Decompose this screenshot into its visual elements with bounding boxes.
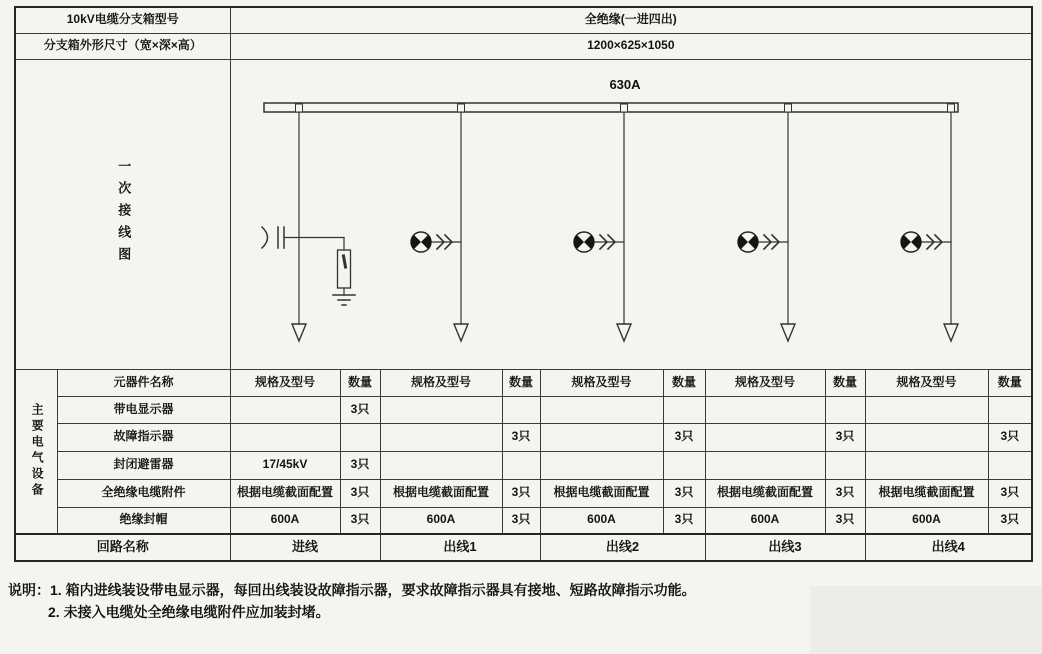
cable-terminal-triangle-icons [292,324,958,341]
col-header-qty-1: 数量 [340,369,380,396]
size-label: 分支箱外形尺寸（宽×深×高） [15,33,230,59]
component-name: 故障指示器 [57,423,230,451]
notes-label: 说明： [8,582,50,598]
component-name: 带电显示器 [57,396,230,423]
equipment-side-label-cell [15,369,57,534]
col-header-spec-5: 规格及型号 [865,369,988,396]
table-row: 绝缘封帽 600A 3只 600A 3只 600A 3只 600A 3只 600A 3只 [15,507,1032,534]
voltage-indicator-capacitor-icon [262,227,344,248]
circuit-outgoing-3: 出线3 [705,534,865,561]
circuit-incoming: 进线 [230,534,380,561]
table-row: 封闭避雷器 17/45kV 3只 [15,451,1032,479]
circuit-outgoing-2: 出线2 [540,534,705,561]
surge-arrester-icon [337,237,350,295]
busbar-bar [264,103,958,112]
model-value: 全绝缘(一进四出) [230,7,1032,33]
col-header-qty-2: 数量 [502,369,540,396]
feeder-lines [299,112,951,324]
col-header-spec-1: 规格及型号 [230,369,340,396]
component-name: 全绝缘电缆附件 [57,479,230,507]
notes-block [8,579,716,623]
col-header-qty-5: 数量 [988,369,1032,396]
component-name: 封闭避雷器 [57,451,230,479]
model-label: 10kV电缆分支箱型号 [15,7,230,33]
busbar-rating-label: 630A [608,76,641,92]
note-item-1: 说明：1. 箱内进线装设带电显示器，每回出线装设故障指示器，要求故障指示器具有接地、短路故障指示功能。 [8,582,696,598]
table-row: 全绝缘电缆附件 根据电缆截面配置 3只 根据电缆截面配置 3只 根据电缆截面配置 3只 根据电缆截面配置 3只 根据电缆截面配置 3只 [15,479,1032,507]
one-line-diagram-cell [230,59,1032,369]
diagram-section-label: 一次接线图 [116,159,132,269]
circuit-row-label: 回路名称 [15,534,230,561]
table-row: 带电显示器 3只 [15,396,1032,423]
busbar-tap-icons [295,104,954,112]
col-header-qty-3: 数量 [663,369,705,396]
col-header-spec-2: 规格及型号 [380,369,502,396]
branch-box-spec-table [14,6,1033,562]
fault-indicator-icon-1 [410,232,460,252]
col-header-spec-4: 规格及型号 [705,369,825,396]
circuit-outgoing-1: 出线1 [380,534,540,561]
component-name: 绝缘封帽 [57,507,230,534]
diagram-section-label-cell [15,59,230,369]
fault-indicator-icon-4 [900,232,950,252]
table-row: 故障指示器 3只 3只 3只 3只 [15,423,1032,451]
equipment-side-label: 主要电气设备 [30,403,45,500]
one-line-diagram [231,60,1033,370]
fault-indicator-icon-2 [573,232,623,252]
col-header-component: 元器件名称 [57,369,230,396]
size-value: 1200×625×1050 [230,33,1032,59]
col-header-spec-3: 规格及型号 [540,369,663,396]
col-header-qty-4: 数量 [825,369,865,396]
circuit-name-row [15,534,1032,561]
circuit-outgoing-4: 出线4 [865,534,1032,561]
note-item-2: 2. 未接入电缆处全绝缘电缆附件应加装封堵。 [48,604,330,620]
scan-artifact-gray-patch [810,586,1042,654]
fault-indicator-icon-3 [737,232,787,252]
ground-icon [333,295,355,305]
